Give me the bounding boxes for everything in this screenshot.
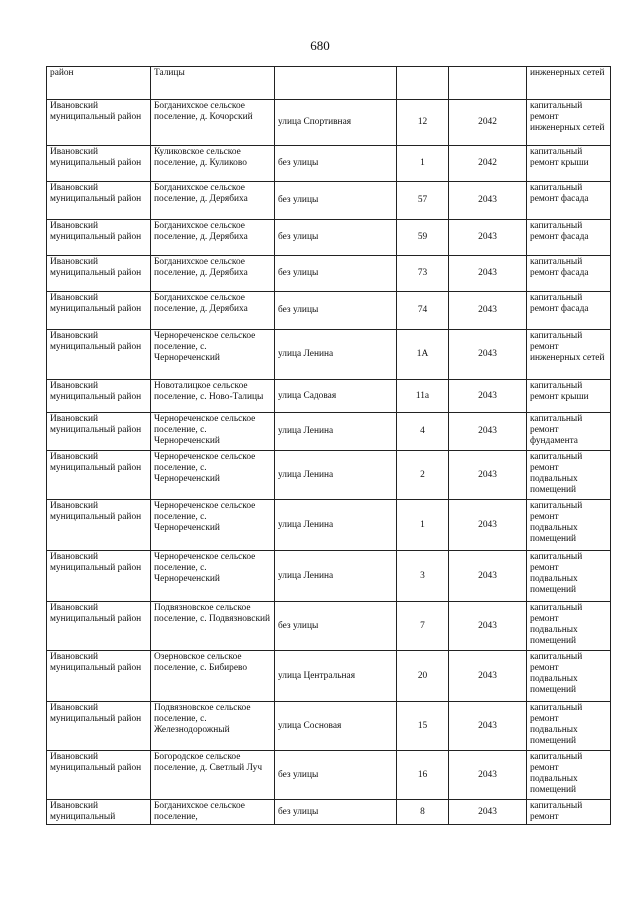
cell-year: 2043 — [449, 702, 527, 751]
table-row — [47, 751, 611, 800]
cell-work: капитальный ремонт фасада — [527, 292, 611, 330]
cell-year: 2043 — [449, 500, 527, 551]
cell-house: 4 — [397, 413, 449, 451]
cell-street: без улицы — [275, 256, 397, 292]
cell-settlement: Богданихское сельское поселение, — [151, 800, 275, 825]
table-row — [47, 602, 611, 651]
cell-work: капитальный ремонт инженерных сетей — [527, 100, 611, 146]
cell-settlement: Богданихское сельское поселение, д. Дерябиха — [151, 292, 275, 330]
cell-district: Ивановский муниципальный район — [47, 380, 151, 413]
table-row — [47, 702, 611, 751]
cell-work: капитальный ремонт крыши — [527, 380, 611, 413]
cell-year: 2043 — [449, 413, 527, 451]
table-row — [47, 330, 611, 380]
cell-district: Ивановский муниципальный район — [47, 551, 151, 602]
cell-work: капитальный ремонт подвальных помещений — [527, 702, 611, 751]
table-row — [47, 256, 611, 292]
cell-street: улица Спортивная — [275, 100, 397, 146]
cell-year: 2043 — [449, 380, 527, 413]
cell-street: улица Ленина — [275, 330, 397, 380]
table-row — [47, 292, 611, 330]
table-row — [47, 146, 611, 182]
cell-house: 8 — [397, 800, 449, 825]
cell-street: без улицы — [275, 182, 397, 220]
cell-work: капитальный ремонт фасада — [527, 220, 611, 256]
cell-year: 2043 — [449, 651, 527, 702]
cell-house: 12 — [397, 100, 449, 146]
cell-house: 16 — [397, 751, 449, 800]
cell-street: без улицы — [275, 751, 397, 800]
cell-district: Ивановский муниципальный район — [47, 220, 151, 256]
cell-work: капитальный ремонт крыши — [527, 146, 611, 182]
table-row — [47, 67, 611, 100]
cell-year: 2042 — [449, 146, 527, 182]
cell-street: без улицы — [275, 292, 397, 330]
table-body — [47, 67, 611, 825]
cell-district: Ивановский муниципальный район — [47, 256, 151, 292]
cell-work: капитальный ремонт подвальных помещений — [527, 651, 611, 702]
cell-year: 2043 — [449, 292, 527, 330]
cell-house: 1 — [397, 146, 449, 182]
cell-house: 2 — [397, 451, 449, 500]
cell-work: капитальный ремонт подвальных помещений — [527, 751, 611, 800]
table-row — [47, 182, 611, 220]
cell-street — [275, 67, 397, 100]
cell-settlement: Подвязновское сельское поселение, с. Подвязновский — [151, 602, 275, 651]
cell-house: 3 — [397, 551, 449, 602]
cell-work: капитальный ремонт фундамента — [527, 413, 611, 451]
cell-street: улица Ленина — [275, 451, 397, 500]
cell-district: Ивановский муниципальный район — [47, 500, 151, 551]
cell-work: капитальный ремонт подвальных помещений — [527, 451, 611, 500]
page-number: 680 — [310, 38, 330, 53]
cell-year: 2043 — [449, 451, 527, 500]
cell-settlement: Чернореченское сельское поселение, с. Чернореченский — [151, 330, 275, 380]
table-row — [47, 380, 611, 413]
cell-street: без улицы — [275, 220, 397, 256]
cell-work: капитальный ремонт подвальных помещений — [527, 551, 611, 602]
cell-work: капитальный ремонт подвальных помещений — [527, 602, 611, 651]
cell-house — [397, 67, 449, 100]
cell-district: Ивановский муниципальный район — [47, 292, 151, 330]
cell-house: 59 — [397, 220, 449, 256]
cell-street: без улицы — [275, 146, 397, 182]
cell-street: улица Ленина — [275, 551, 397, 602]
cell-settlement: Подвязновское сельское поселение, с. Железнодорожный — [151, 702, 275, 751]
cell-settlement: Талицы — [151, 67, 275, 100]
cell-work: капитальный ремонт фасада — [527, 256, 611, 292]
cell-settlement: Богородское сельское поселение, д. Светлый Луч — [151, 751, 275, 800]
cell-settlement: Богданихское сельское поселение, д. Дерябиха — [151, 256, 275, 292]
table-row — [47, 413, 611, 451]
cell-street: улица Сосновая — [275, 702, 397, 751]
cell-district: Ивановский муниципальный район — [47, 702, 151, 751]
cell-district: Ивановский муниципальный — [47, 800, 151, 825]
table-row — [47, 100, 611, 146]
cell-house: 1А — [397, 330, 449, 380]
cell-year: 2042 — [449, 100, 527, 146]
cell-house: 73 — [397, 256, 449, 292]
cell-house: 7 — [397, 602, 449, 651]
cell-district: Ивановский муниципальный район — [47, 330, 151, 380]
cell-year: 2043 — [449, 551, 527, 602]
cell-street: без улицы — [275, 602, 397, 651]
cell-work: инженерных сетей — [527, 67, 611, 100]
cell-settlement: Чернореченское сельское поселение, с. Чернореченский — [151, 551, 275, 602]
cell-house: 20 — [397, 651, 449, 702]
cell-year: 2043 — [449, 602, 527, 651]
cell-house: 11а — [397, 380, 449, 413]
cell-district: Ивановский муниципальный район — [47, 602, 151, 651]
cell-district: Ивановский муниципальный район — [47, 100, 151, 146]
cell-street: улица Ленина — [275, 500, 397, 551]
cell-settlement: Богданихское сельское поселение, д. Дерябиха — [151, 182, 275, 220]
cell-year: 2043 — [449, 182, 527, 220]
cell-district: Ивановский муниципальный район — [47, 182, 151, 220]
table-row — [47, 551, 611, 602]
cell-house: 15 — [397, 702, 449, 751]
cell-district: Ивановский муниципальный район — [47, 451, 151, 500]
table-row — [47, 651, 611, 702]
table-row — [47, 800, 611, 825]
cell-settlement: Куликовское сельское поселение, д. Куликово — [151, 146, 275, 182]
cell-year: 2043 — [449, 220, 527, 256]
cell-settlement: Озерновское сельское поселение, с. Бибирево — [151, 651, 275, 702]
cell-district: Ивановский муниципальный район — [47, 751, 151, 800]
cell-street: улица Садовая — [275, 380, 397, 413]
cell-work: капитальный ремонт подвальных помещений — [527, 500, 611, 551]
cell-district: Ивановский муниципальный район — [47, 651, 151, 702]
cell-year: 2043 — [449, 751, 527, 800]
cell-settlement: Чернореченское сельское поселение, с. Чернореченский — [151, 500, 275, 551]
cell-work: капитальный ремонт — [527, 800, 611, 825]
cell-year: 2043 — [449, 256, 527, 292]
cell-district: район — [47, 67, 151, 100]
cell-settlement: Богданихское сельское поселение, д. Дерябиха — [151, 220, 275, 256]
cell-year — [449, 67, 527, 100]
cell-house: 1 — [397, 500, 449, 551]
cell-settlement: Новоталицкое сельское поселение, с. Ново-Талицы — [151, 380, 275, 413]
cell-settlement: Чернореченское сельское поселение, с. Чернореченский — [151, 413, 275, 451]
cell-settlement: Богданихское сельское поселение, д. Кочорский — [151, 100, 275, 146]
cell-district: Ивановский муниципальный район — [47, 413, 151, 451]
cell-street: без улицы — [275, 800, 397, 825]
table-row — [47, 220, 611, 256]
cell-year: 2043 — [449, 800, 527, 825]
cell-district: Ивановский муниципальный район — [47, 146, 151, 182]
cell-settlement: Чернореченское сельское поселение, с. Чернореченский — [151, 451, 275, 500]
cell-house: 57 — [397, 182, 449, 220]
table-row — [47, 451, 611, 500]
housing-repair-table — [46, 66, 611, 825]
cell-work: капитальный ремонт фасада — [527, 182, 611, 220]
table-row — [47, 500, 611, 551]
cell-year: 2043 — [449, 330, 527, 380]
cell-house: 74 — [397, 292, 449, 330]
cell-street: улица Ленина — [275, 413, 397, 451]
cell-street: улица Центральная — [275, 651, 397, 702]
cell-work: капитальный ремонт инженерных сетей — [527, 330, 611, 380]
